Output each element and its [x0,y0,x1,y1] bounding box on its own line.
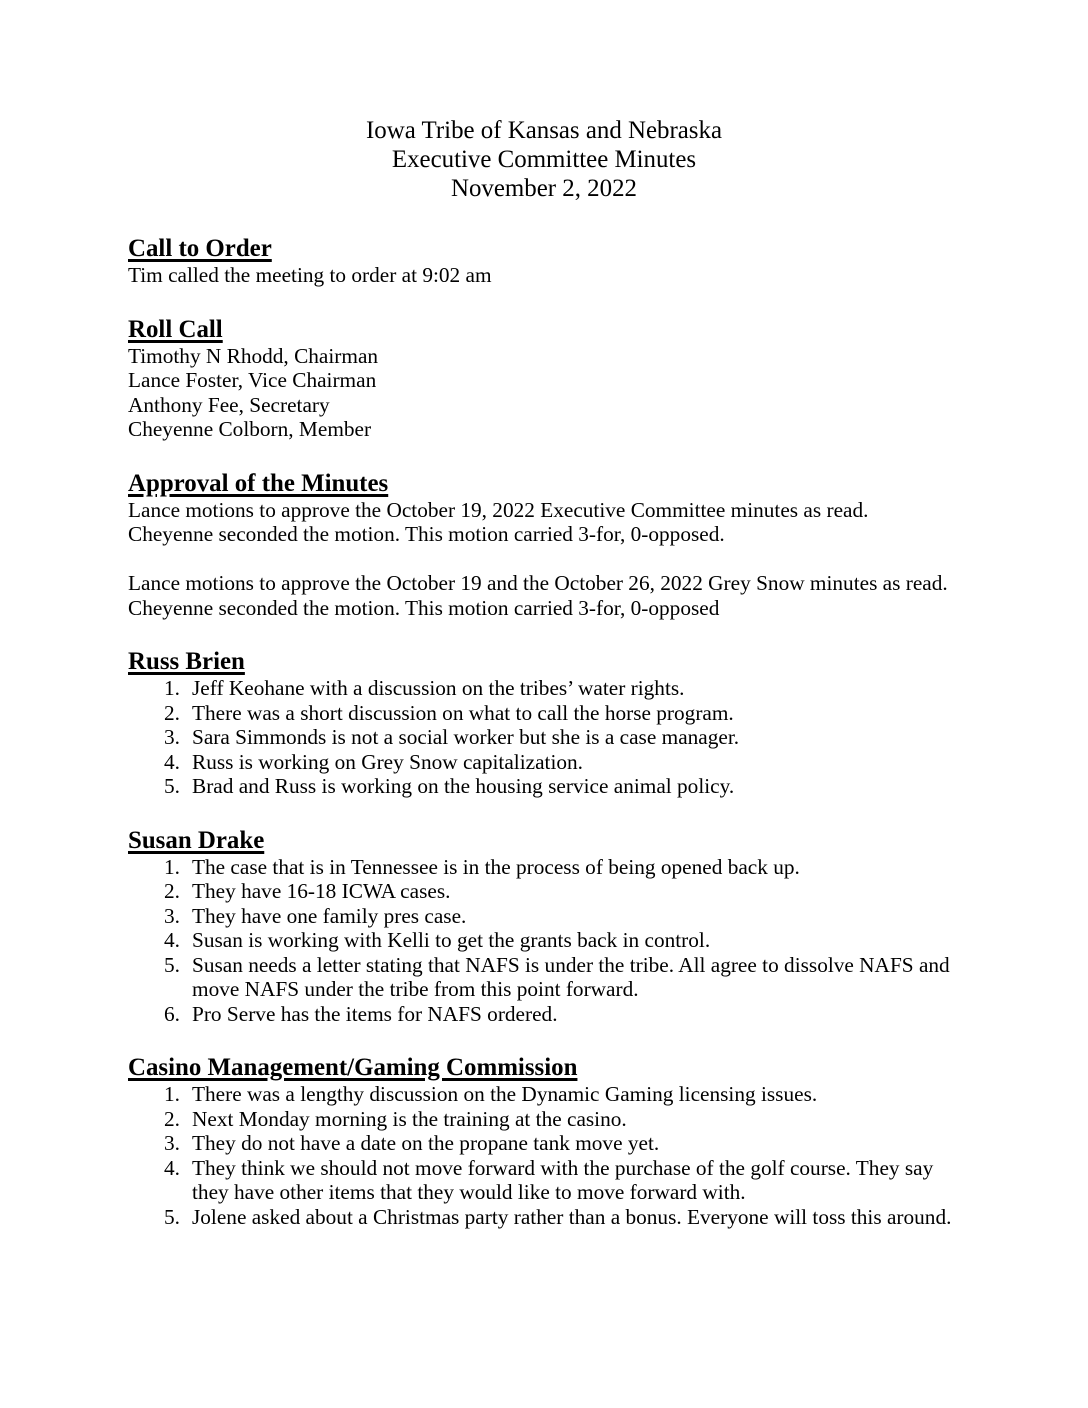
section-heading-text: Russ Brien [128,648,245,675]
list-item-number: 1. [164,676,180,700]
list-item-text: Brad and Russ is working on the housing service animal policy. [192,774,735,798]
list-item-text: Next Monday morning is the training at the casino. [192,1106,627,1131]
list-item [128,1107,960,1132]
document-title-line: Executive Committee Minutes [391,146,697,173]
section-heading-text: Call to Order [128,235,272,262]
list-item-number: 3. [164,903,180,928]
list-item-number: 2. [164,700,180,725]
section-heading [128,647,960,676]
list-item [128,1131,960,1156]
list-item [128,1156,960,1205]
list-item [128,750,960,775]
document-body [0,234,1088,1229]
list-item-number: 2. [164,1106,180,1131]
section-heading [128,234,960,263]
list-item [128,904,960,929]
text-line: Cheyenne seconded the motion. This motion carried 3-for, 0-opposed [128,595,720,620]
section-heading-text: Susan Drake [128,826,265,854]
section-heading [128,469,960,498]
list-item-number: 2. [164,879,180,903]
paragraph [128,571,960,620]
list-item [128,1002,960,1027]
numbered-list [128,855,960,1027]
section-russ-brien [128,647,960,799]
list-item [128,701,960,726]
section-approval-of-the-minutes [128,469,960,621]
list-item [128,855,960,880]
list-item-text: There was a lengthy discussion on the Dynamic Gaming licensing issues. [192,1082,818,1106]
section-heading [128,1053,960,1082]
list-item-text: move NAFS under the tribe from this point forward. [192,977,639,1001]
list-item [128,676,960,701]
list-item-text: They have one family pres case. [192,903,467,928]
paragraph [128,344,960,442]
list-item-text: They think we should not move forward with the purchase of the golf course. They say [192,1155,934,1180]
list-item [128,879,960,904]
list-item-text: Sara Simmonds is not a social worker but she is a case manager. [192,725,740,749]
list-item-number: 4. [164,1155,180,1180]
section-roll-call [128,315,960,442]
list-item-number: 5. [164,1204,180,1229]
numbered-list [128,676,960,799]
paragraph [128,263,960,288]
list-item-text: Susan needs a letter stating that NAFS is under the tribe. All agree to dissolve NAFS and [192,952,950,977]
text-line: Tim called the meeting to order at 9:02 am [128,263,492,287]
list-item-text: Susan is working with Kelli to get the grants back in control. [192,928,711,952]
document-title-line: November 2, 2022 [451,175,637,202]
list-item-number: 5. [164,952,180,977]
list-item [128,725,960,750]
list-item-text: they have other items that they would like to move forward with. [192,1180,746,1204]
numbered-list [128,1082,960,1229]
document-title [0,0,1088,207]
list-item-number: 3. [164,1131,180,1155]
list-item-text: Jeff Keohane with a discussion on the tribes’ water rights. [192,676,685,700]
section-call-to-order [128,234,960,288]
section-heading [128,315,960,344]
list-item-text: Pro Serve has the items for NAFS ordered. [192,1001,558,1026]
list-item [128,1205,960,1230]
paragraph [128,498,960,547]
list-item-number: 6. [164,1001,180,1026]
section-heading [128,826,960,855]
document-title-line: Iowa Tribe of Kansas and Nebraska [366,117,722,144]
list-item-text: They do not have a date on the propane tank move yet. [192,1131,660,1155]
section-heading-text: Casino Management/Gaming Commission [128,1054,578,1081]
list-item-text: There was a short discussion on what to call the horse program. [192,700,734,725]
text-line: Anthony Fee, Secretary [128,392,330,417]
list-item [128,1082,960,1107]
text-line: Cheyenne seconded the motion. This motion carried 3-for, 0-opposed. [128,522,725,546]
text-line: Lance motions to approve the October 19, 2022 Executive Committee minutes as read. [128,497,869,522]
list-item-number: 3. [164,725,180,749]
text-line: Cheyenne Colborn, Member [128,417,372,441]
list-item-text: Russ is working on Grey Snow capitalization. [192,749,583,774]
list-item-number: 1. [164,854,180,879]
list-item-text: The case that is in Tennessee is in the process of being opened back up. [192,854,800,879]
text-line: Timothy N Rhodd, Chairman [128,343,379,368]
list-item [128,928,960,953]
section-heading-text: Approval of the Minutes [128,469,389,497]
list-item-text: Jolene asked about a Christmas party rather than a bonus. Everyone will toss this around. [192,1204,952,1229]
text-line: Lance Foster, Vice Chairman [128,368,377,392]
text-line: Lance motions to approve the October 19 and the October 26, 2022 Grey Snow minutes as read. [128,571,948,595]
list-item-number: 4. [164,749,180,774]
section-casino-management-gaming-commission [128,1053,960,1229]
list-item [128,953,960,1002]
section-susan-drake [128,826,960,1027]
list-item-number: 5. [164,774,180,798]
list-item-text: They have 16-18 ICWA cases. [192,879,451,903]
list-item [128,774,960,799]
section-heading-text: Roll Call [128,315,223,343]
list-item-number: 4. [164,928,180,952]
list-item-number: 1. [164,1082,180,1106]
